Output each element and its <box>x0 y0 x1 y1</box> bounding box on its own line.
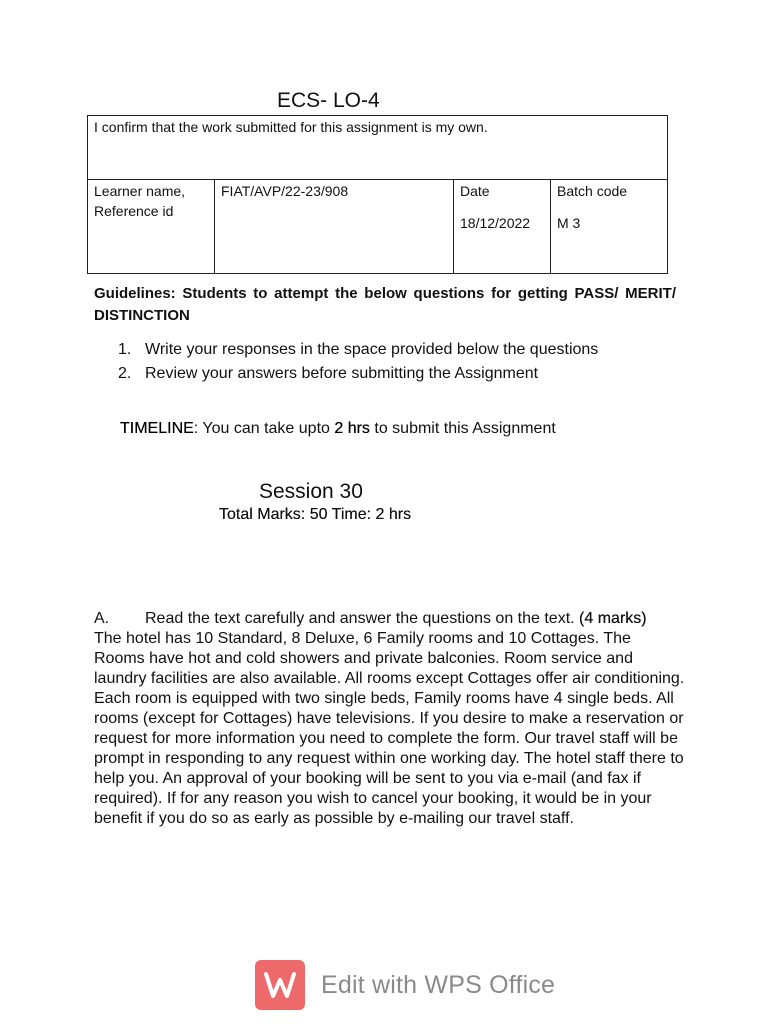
reference-id-label: Reference id <box>94 203 174 219</box>
confirmation-cell <box>88 116 668 180</box>
guidelines-text: Guidelines: Students to attempt the below questions for getting PASS/ MERIT/ DISTINCTION <box>94 285 676 324</box>
confirmation-text: I confirm that the work submitted for this assignment is my own. <box>94 119 488 135</box>
question-label: A. <box>94 610 110 627</box>
date-value: 18/12/2022 <box>460 215 531 231</box>
timeline-text-before: : You can take upto <box>193 420 335 437</box>
question-marks: (4 marks) <box>579 610 647 627</box>
session-subtitle: Total Marks: 50 Time: 2 hrs <box>219 506 412 523</box>
list-item-number: 2. <box>118 365 132 382</box>
batch-cell <box>551 180 668 274</box>
timeline-duration: 2 hrs <box>334 420 370 437</box>
question-passage: The hotel has 10 Standard, 8 Deluxe, 6 Family rooms and 10 Cottages. The Rooms have hot and cold showers and private balconies. Room service and laundry facilities are also available. All rooms except Cottages offer air conditioning. Each room is equipped with two single beds, Family rooms have 4 single beds. All rooms (except for Cottages) have televisions. If you desire to make a reservation or request for more information you need to complete the form. Our travel staff will be prompt in responding to any request within one working day. The hotel staff there to help you. An approval of your booking will be sent to you via e-mail (and fax if required). If for any reason you wish to cancel your booking, it would be in your benefit if you do so as early as possible by e-mailing our travel staff. <box>94 630 685 827</box>
question-header <box>94 609 686 629</box>
list-item-number: 1. <box>118 341 132 358</box>
batch-value: M 3 <box>557 215 581 231</box>
submission-info-table <box>87 115 668 274</box>
question-prompt: Read the text carefully and answer the questions on the text. <box>145 610 580 627</box>
list-item-text: Review your answers before submitting the Assignment <box>145 365 539 382</box>
wps-logo-icon <box>255 960 305 1010</box>
timeline-label: TIMELINE <box>120 420 194 437</box>
reference-value-cell <box>215 180 454 274</box>
session-title: Session 30 <box>259 480 363 503</box>
wps-watermark[interactable] <box>255 960 555 1010</box>
learner-label-cell <box>88 180 215 274</box>
date-label: Date <box>460 183 490 199</box>
document-title: ECS- LO-4 <box>277 89 380 112</box>
batch-label: Batch code <box>557 183 628 199</box>
instructions-list <box>118 338 598 386</box>
list-item <box>118 362 598 386</box>
timeline-text-after: to submit this Assignment <box>369 420 556 437</box>
list-item-text: Write your responses in the space provided below the questions <box>145 341 599 358</box>
question-a <box>94 609 686 829</box>
reference-value: FIAT/AVP/22-23/908 <box>221 183 349 199</box>
list-item <box>118 338 598 362</box>
wps-watermark-text: Edit with WPS Office <box>321 970 556 999</box>
date-cell <box>454 180 551 274</box>
learner-name-label: Learner name, <box>94 183 186 199</box>
timeline-line <box>120 420 556 438</box>
